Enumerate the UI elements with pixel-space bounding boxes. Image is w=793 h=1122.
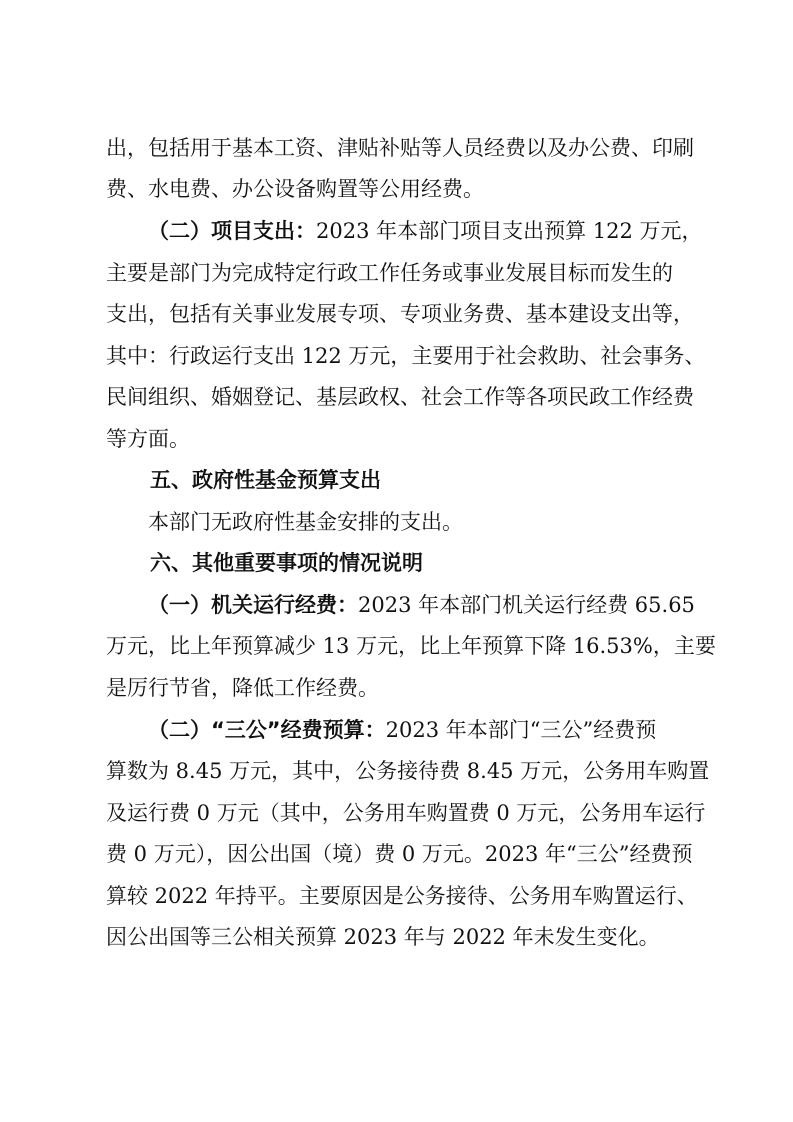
line-text: 出，包括用于基本工资、津贴补贴等人员经费以及办公费、印刷 bbox=[106, 136, 694, 160]
line-text: 因公出国等三公相关预算 2023 年与 2022 年未发生变化。 bbox=[106, 925, 660, 949]
line-text: 费、水电费、办公设备购置等公用经费。 bbox=[106, 177, 484, 201]
paragraph-line bbox=[106, 419, 793, 459]
section-heading-text: 六、其他重要事项的情况说明 bbox=[150, 551, 423, 575]
paragraph-line bbox=[106, 876, 793, 916]
subsection-heading: （二）“三公”经费预算： bbox=[148, 718, 386, 742]
paragraph-line bbox=[106, 377, 793, 417]
paragraph-line bbox=[106, 253, 793, 293]
line-text: 支出，包括有关事业发展专项、专项业务费、基本建设支出等， bbox=[106, 302, 694, 326]
paragraph-line bbox=[106, 751, 793, 791]
line-text: 其中：行政运行支出 122 万元，主要用于社会救助、社会事务、 bbox=[106, 344, 706, 368]
line-text: 本部门无政府性基金安排的支出。 bbox=[148, 510, 463, 534]
line-text: 等方面。 bbox=[106, 427, 190, 451]
paragraph-line bbox=[106, 793, 793, 833]
subsection-heading: （一）机关运行经费： bbox=[148, 593, 358, 617]
line-text: 算较 2022 年持平。主要原因是公务接待、公务用车购置运行、 bbox=[106, 884, 698, 908]
line-text: 费 0 万元），因公出国（境）费 0 万元。2023 年“三公”经费预 bbox=[106, 842, 693, 866]
section-heading bbox=[150, 543, 793, 583]
subsection-heading: （二）项目支出： bbox=[148, 219, 316, 243]
paragraph-line bbox=[106, 917, 793, 957]
paragraph-line bbox=[106, 626, 793, 666]
section-heading-text: 五、政府性基金预算支出 bbox=[150, 468, 381, 492]
line-text: 2023 年本部门“三公”经费预 bbox=[385, 718, 657, 742]
line-text: 是厉行节省，降低工作经费。 bbox=[106, 676, 379, 700]
paragraph-line bbox=[106, 336, 793, 376]
paragraph-line bbox=[148, 710, 793, 750]
paragraph-line bbox=[106, 294, 793, 334]
paragraph-line bbox=[106, 128, 793, 168]
line-text: 及运行费 0 万元（其中，公务用车购置费 0 万元，公务用车运行 bbox=[106, 801, 706, 825]
section-heading bbox=[150, 460, 793, 500]
line-text: 主要是部门为完成特定行政工作任务或事业发展目标而发生的 bbox=[106, 261, 673, 285]
line-text: 万元，比上年预算减少 13 万元，比上年预算下降 16.53%，主要 bbox=[106, 634, 716, 658]
paragraph-line bbox=[106, 169, 793, 209]
paragraph-line bbox=[148, 502, 793, 542]
paragraph-line bbox=[106, 668, 793, 708]
paragraph-line bbox=[148, 585, 793, 625]
line-text: 2023 年本部门机关运行经费 65.65 bbox=[358, 593, 695, 617]
line-text: 2023 年本部门项目支出预算 122 万元， bbox=[316, 219, 703, 243]
paragraph-line bbox=[106, 834, 793, 874]
paragraph-line bbox=[148, 211, 793, 251]
line-text: 算数为 8.45 万元，其中，公务接待费 8.45 万元，公务用车购置 bbox=[106, 759, 710, 783]
line-text: 民间组织、婚姻登记、基层政权、社会工作等各项民政工作经费 bbox=[106, 385, 694, 409]
